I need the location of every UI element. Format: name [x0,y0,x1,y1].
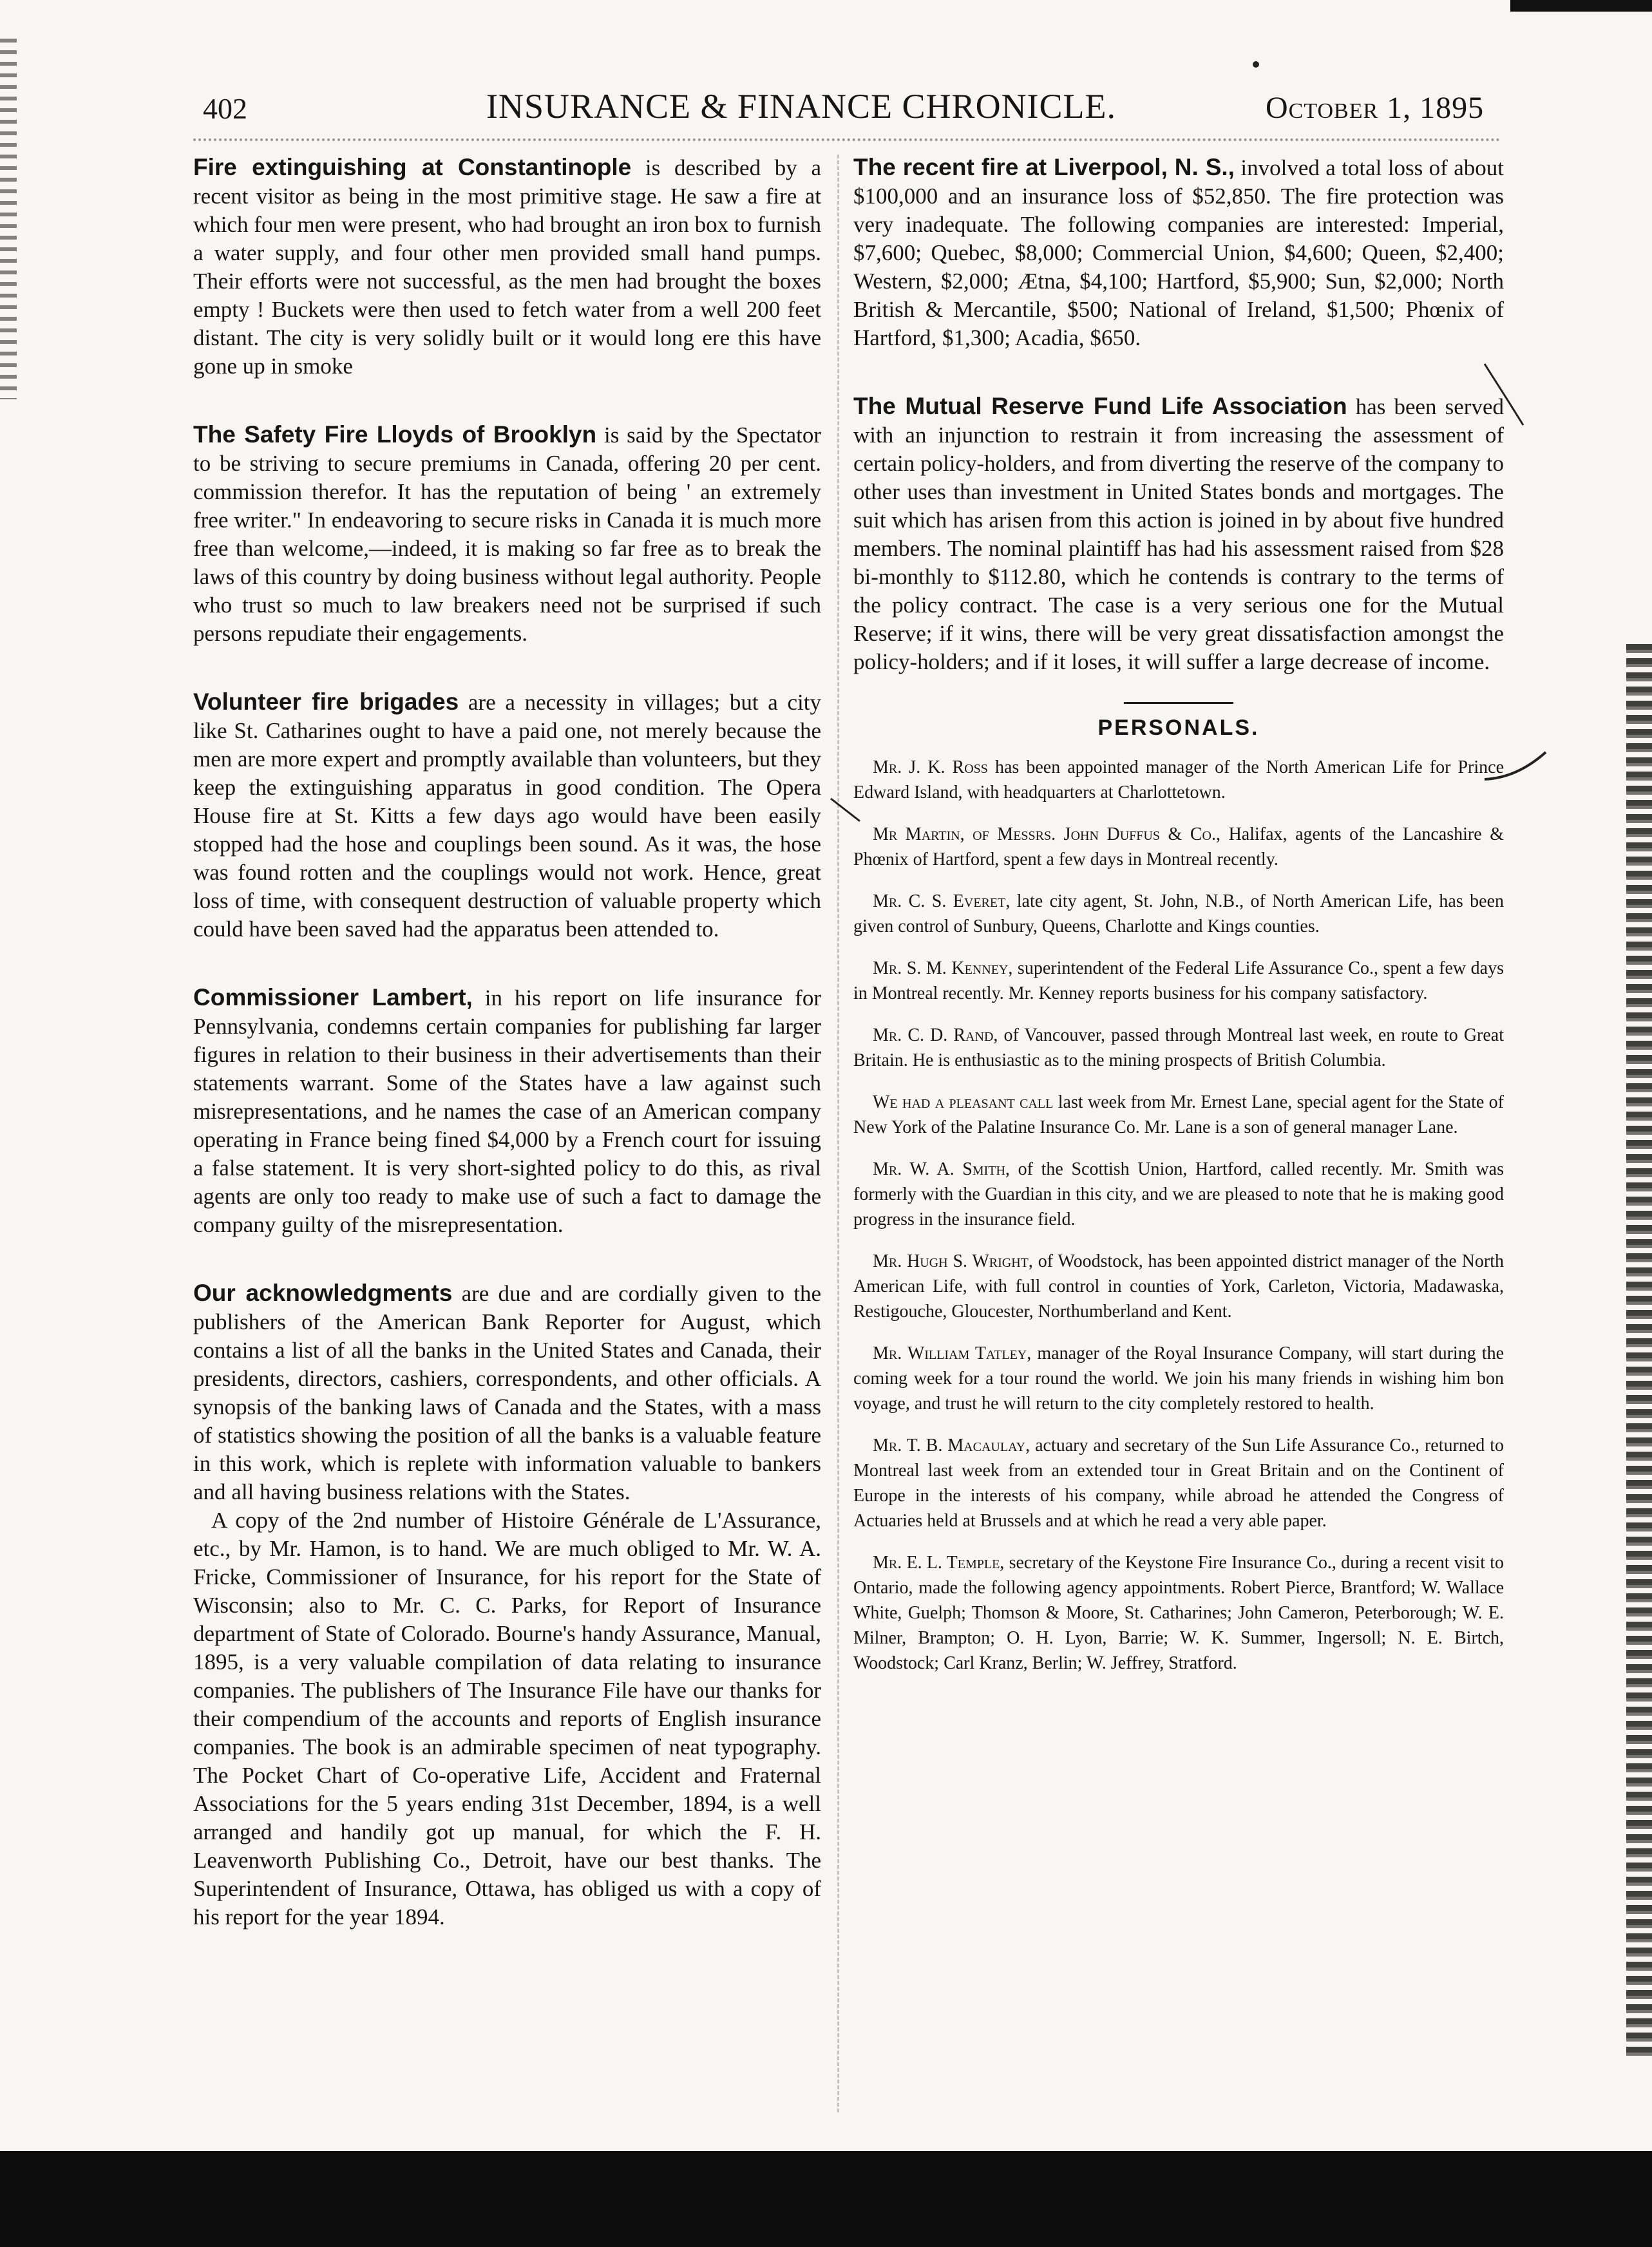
personal-name: We had a pleasant call [873,1092,1054,1112]
article-body: are a necessity in villages; but a city like St. Catharines ought to have a paid one, not merely because the men are more expert and promptly available than volunteers, but they keep the extinguishing apparatus in good condition. The Opera House fire at St. Kitts a few days ago would have been easily stopped had the hose and couplings been sound. As it was, the hose was found rotten and the couplings would not work. Hence, great loss of time, with consequent destruction of valuable property which could have been saved had the apparatus been attended to. [193,690,821,942]
personal-text: manager of the Royal Insurance Company, will start during the coming week for a tour round the world. We join his many friends in wishing him bon voyage, and trust he will return to the city completely restored to health. [853,1343,1504,1414]
article-body: are due and are cordially given to the publishers of the American Bank Reporter for August, which contains a list of all the banks in the United States and Canada, their presidents, directors, cashiers, correspondents, and other officials. A synopsis of the banking laws of Canada and the States, with a mass of statistics showing the position of all the banks is a valuable feature in this work, which is replete with information valuable to bankers and all having business relations with the States. [193,1281,821,1504]
article-body: in his report on life insurance for Pennsylvania, condemns certain companies for publishing far larger figures in relation to their business in their advertisements than their statements warrant. Some of the States have a law against such misrepresentations, and he names the case of an American company operating in France being fined $4,000 by a French court for issuing a false statement. It is very short-sighted policy to do this, as rival agents are only too ready to make use of such a fact to damage the company guilty of the misrepresentation. [193,985,821,1237]
personal-item [853,1023,1504,1073]
scan-artifact-left-edge [0,39,17,399]
column-divider [837,155,839,2112]
personal-text: actuary and secretary of the Sun Life Assurance Co., returned to Montreal last week from an extended tour in Great Britain and on the Continent of Europe in the interests of his company, while abroad he attended the Congress of Actuaries held at Brussels and at which he read a very able paper. [853,1436,1505,1531]
personal-name: Mr. W. A. Smith, [873,1159,1010,1179]
article-lead: Fire extinguishing at Constantinople [193,154,632,180]
personal-name: Mr. Hugh S. Wright, [873,1251,1033,1271]
article-lead: The Safety Fire Lloyds of Brooklyn [193,421,597,448]
personal-name: Mr. J. K. Ross [873,757,988,777]
article-body: is said by the Spectator to be striving to secure premiums in Canada, offering 20 per cent. commission therefor. It has the reputation of being ' an extremely free writer." In endeavoring to secure risks in Canada it is much more free than welcome,—indeed, it is making so far free as to break the laws of this country by doing business without legal authority. People who trust so much to law breakers need not be surprised if such persons repudiate their engagements. [193,422,822,646]
personal-item [853,889,1504,939]
personal-text: last week from Mr. Ernest Lane, special agent for the State of New York of the Palatine Insurance Co. Mr. Lane is a son of general manager Lane. [853,1092,1505,1137]
personal-text: of the Scottish Union, Hartford, called recently. Mr. Smith was formerly with the Guardian in this city, and we are pleased to note that he is making good progress in the insurance field. [853,1159,1504,1229]
article-acknowledgments [193,1279,821,1931]
personal-name: Mr. S. M. Kenney, [873,958,1013,978]
scan-artifact-top-bar [1510,0,1652,12]
personal-item [853,1157,1504,1232]
scan-speck [1253,61,1259,68]
personal-item [853,1550,1504,1676]
personal-item [853,956,1504,1006]
personal-item [853,1249,1504,1324]
personal-item [853,822,1504,872]
personals-heading: PERSONALS. [1097,716,1260,740]
article-body: is described by a recent visitor as being in the most primitive stage. He saw a fire at which four men were present, who had brought an iron box to furnish a water supply, and four other men provided small hand pumps. Their efforts were not successful, as the men had brought the boxes empty ! Buckets were then used to fetch water from a well 200 feet distant. The city is very solidly built or it would long ere this have gone up in smoke [193,155,822,379]
article-commissioner-lambert [193,983,821,1239]
pen-mark-icon [1478,361,1530,431]
article-body-continued: A copy of the 2nd number of Histoire Générale de L'Assurance, etc., by Mr. Hamon, is to hand. We are much obliged to Mr. W. A. Fricke, Commissioner of Insurance, for his report for the State of Wisconsin; also to Mr. C. C. Parks, for Report of Insurance department of State of Colorado. Bourne's handy Assurance, Manual, 1895, is a very valuable compilation of data relating to insurance companies. The publishers of The Insurance File have our thanks for their compendium of the accounts and reports of English insurance companies. The book is an admirable specimen of neat typography. The Pocket Chart of Co-operative Life, Accident and Fraternal Associations for the 5 years ending 31st December, 1894, is a well arranged and handily got up manual, for which the F. H. Leavenworth Publishing Co., Detroit, have our best thanks. The Superintendent of Insurance, Ottawa, has obliged us with a copy of his report for the year 1894. [193,1508,821,1929]
personal-text: has been appointed manager of the North American Life for Prince Edward Island, with headquarters at Charlottetown. [853,757,1505,802]
personal-item [853,1090,1504,1140]
personal-name: Mr. E. L. Temple, [873,1553,1005,1573]
article-safety-fire-lloyds [193,421,821,648]
personal-text: of Vancouver, passed through Montreal last week, en route to Great Britain. He is enthusiastic as to the mining prospects of British Columbia. [853,1025,1505,1070]
right-column [853,153,1504,1692]
personal-name: Mr. T. B. Macaulay, [873,1436,1030,1455]
personal-text: of Woodstock, has been appointed district manager of the North American Life, with full control in counties of York, Carleton, Victoria, Madawaska, Restigouche, Gloucester, Northumberland and Kent. [853,1251,1504,1322]
article-mutual-reserve [853,392,1504,676]
personal-item [853,1433,1504,1533]
section-rule [1124,702,1233,704]
scan-artifact-bottom-bar [0,2151,1652,2247]
article-lead: Commissioner Lambert, [193,984,473,1010]
personal-text: late city agent, St. John, N.B., of North American Life, has been given control of Sunbury, Queens, Charlotte and Kings counties. [853,891,1505,936]
pen-mark-icon [828,795,866,828]
article-body: has been served with an injunction to restrain it from increasing the assessment of certain policy-holders, and from diverting the reserve of the company to other uses than investment in United States bonds and mortgages. The suit which has arisen from this action is joined in by about five hundred members. The nominal plaintiff has had his assessment raised from $28 bi-monthly to $112.80, which he contends is contrary to the terms of the policy contract. The case is a very serious one for the Mutual Reserve; if it wins, there will be very great dissatisfaction amongst the policy-holders; and if it loses, it will suffer a large decrease of income. [853,394,1504,674]
left-column [193,153,821,1971]
personal-text: Halifax, agents of the Lancashire & Phœnix of Hartford, spent a few days in Montreal recently. [853,824,1505,869]
article-constantinople [193,153,821,381]
personal-name: Mr. C. S. Everet, [873,891,1011,911]
publication-title: INSURANCE & FINANCE CHRONICLE. [486,87,1117,126]
personal-name: Mr Martin, of Messrs. John Duffus & Co., [873,824,1220,844]
article-lead: Our acknowledgments [193,1280,453,1306]
pen-mark-icon [1481,747,1552,786]
article-lead: The recent fire at Liverpool, N. S., [853,154,1235,180]
article-lead: The Mutual Reserve Fund Life Association [853,393,1347,419]
page-number: 402 [203,92,247,125]
personal-name: Mr. C. D. Rand, [873,1025,998,1045]
article-volunteer-fire-brigades [193,688,821,943]
article-lead: Volunteer fire brigades [193,688,459,715]
personal-name: Mr. William Tatley, [873,1343,1032,1363]
article-liverpool-fire [853,153,1504,352]
header-rule [193,138,1501,141]
personal-item [853,755,1504,805]
personal-text: secretary of the Keystone Fire Insurance Co., during a recent visit to Ontario, made the following agency appointments. Robert Pierce, Brantford; W. Wallace White, Guelph; Thomson & Moore, St. Catharines; John Cameron, Peterborough; W. E. Milner, Brampton; O. H. Lyon, Barrie; W. K. Summer, Ingersoll; N. E. Birtch, Woodstock; Carl Kranz, Berlin; W. Jeffrey, Stratford. [853,1553,1505,1673]
issue-date: October 1, 1895 [1266,91,1485,125]
scan-artifact-right-edge [1626,644,1652,2061]
article-body: involved a total loss of about $100,000 and an insurance loss of $52,850. The fire protection was very inadequate. The following companies are interested: Imperial, $7,600; Quebec, $8,000; Commercial Union, $4,600; Queen, $2,400; Western, $2,000; Ætna, $4,100; Hartford, $5,900; Sun, $2,000; North British & Mercantile, $500; National of Ireland, $1,500; Phœnix of Hartford, $1,300; Acadia, $650. [853,155,1505,350]
personal-text: superintendent of the Federal Life Assurance Co., spent a few days in Montreal recently. Mr. Kenney reports business for his company satisfactory. [853,958,1505,1003]
personal-item [853,1341,1504,1416]
